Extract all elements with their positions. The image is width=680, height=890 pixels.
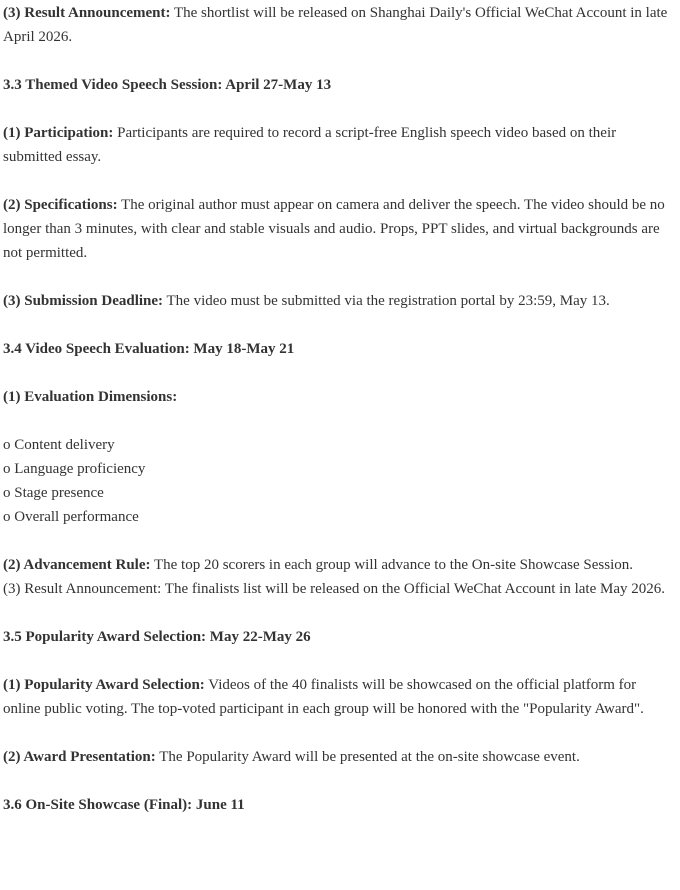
section-heading-3-5: 3.5 Popularity Award Selection: May 22-May 26 [3,629,311,645]
paragraph-text: The Popularity Award will be presented at the on-site showcase event. [155,749,580,765]
evaluation-dimensions-paragraph [3,385,677,409]
paragraph-label: (2) Award Presentation: [3,749,156,765]
paragraph-label: (1) Popularity Award Selection: [3,677,205,693]
paragraph-label: (3) Result Announcement: [3,5,171,21]
paragraph-text: The original author must appear on camera and deliver the speech. The video should be no longer than 3 minutes, with clear and stable visuals and audio. Props, PPT slides, and virtual backgrounds are not permitted. [3,197,665,261]
paragraph-label: (3) Submission Deadline: [3,293,164,309]
list-item: o Content delivery [3,437,115,453]
section-heading-3-4: 3.4 Video Speech Evaluation: May 18-May 21 [3,341,295,357]
section-heading-3-3: 3.3 Themed Video Speech Session: April 27-May 13 [3,77,332,93]
paragraph-label: (1) Participation: [3,125,114,141]
paragraph-text: The top 20 scorers in each group will advance to the On-site Showcase Session. [150,557,634,573]
submission-deadline-paragraph [3,289,677,313]
finalists-announcement-paragraph: (3) Result Announcement: The finalists list will be released on the Official WeChat Account in late May 2026. [3,581,665,597]
result-announcement-paragraph [3,1,677,49]
paragraph-label: (2) Advancement Rule: [3,557,151,573]
paragraph-text: Videos of the 40 finalists will be showcased on the official platform for online public voting. The top-voted participant in each group will be honored with the "Popularity Award". [3,677,644,717]
section-heading-3-6: 3.6 On-Site Showcase (Final): June 11 [3,797,245,813]
award-presentation-paragraph [3,745,677,769]
paragraph-label: (2) Specifications: [3,197,118,213]
paragraph-text: Participants are required to record a script-free English speech video based on their submitted essay. [3,125,617,165]
popularity-award-paragraph [3,673,677,721]
participation-paragraph [3,121,677,169]
paragraph-text: The shortlist will be released on Shanghai Daily's Official WeChat Account in late April 2026. [3,5,668,45]
specifications-paragraph [3,193,677,265]
paragraph-text: The video must be submitted via the registration portal by 23:59, May 13. [163,293,610,309]
list-item: o Overall performance [3,509,139,525]
list-item: o Stage presence [3,485,104,501]
paragraph-label: (1) Evaluation Dimensions: [3,389,178,405]
evaluation-dimensions-list [3,433,677,529]
document-body [3,1,677,841]
advancement-rule-paragraph [3,553,677,577]
list-item: o Language proficiency [3,461,146,477]
